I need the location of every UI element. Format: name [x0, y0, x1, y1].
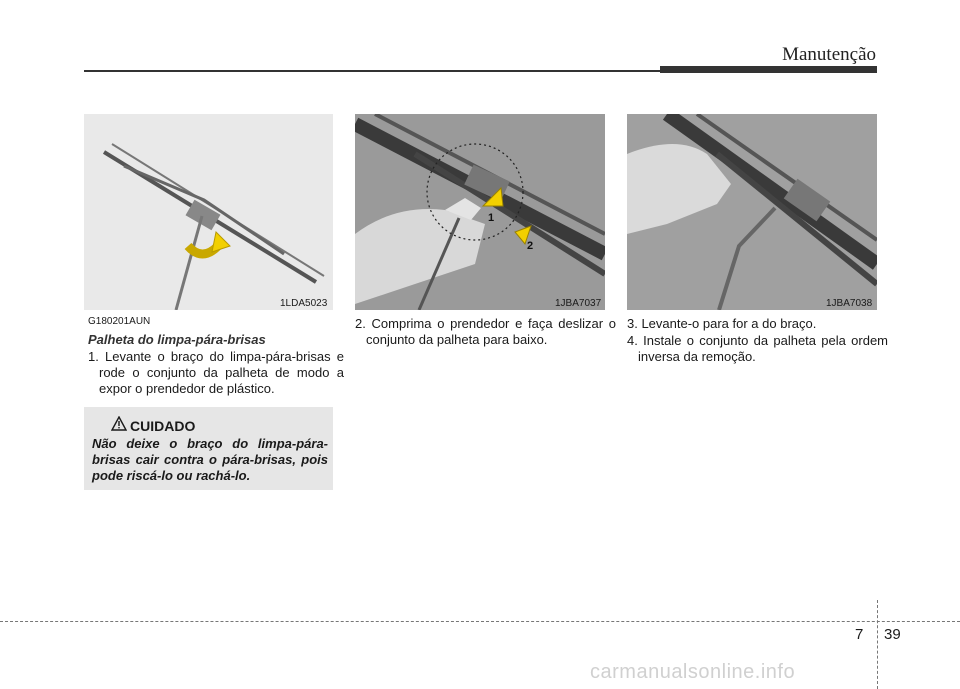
document-code: G180201AUN: [88, 316, 151, 327]
figure-code: 1LDA5023: [280, 298, 328, 309]
figure-lift-out: [627, 114, 877, 310]
step-4: 4. Instale o conjunto da palheta pela ordem inversa da remoção.: [627, 333, 888, 364]
warning-triangle-icon: [111, 416, 127, 436]
step-3: 3. Levante-o para for a do braço.: [627, 316, 817, 331]
step-1: 1. Levante o braço do limpa-pára-brisas e rode o conjunto da palheta de modo a expor o prendedor de plástico.: [88, 349, 344, 396]
callout-1: 1: [488, 212, 495, 224]
callout-2: 2: [527, 240, 534, 252]
subheading: Palheta do limpa-pára-brisas: [88, 332, 266, 347]
footer-divider: [877, 600, 878, 689]
caution-title: CUIDADO: [130, 418, 196, 434]
header-rule: [84, 70, 660, 72]
chapter-number: 7: [855, 626, 864, 643]
header-rule-thick: [660, 66, 877, 73]
caution-text: Não deixe o braço do limpa-pára-brisas cair contra o pára-brisas, pois pode riscá-lo ou rachá-lo.: [92, 436, 328, 483]
footer-rule: [0, 621, 960, 622]
section-title: Manutenção: [782, 44, 876, 65]
figure-code: 1JBA7038: [826, 298, 873, 309]
page-number: 39: [884, 626, 901, 643]
watermark: carmanualsonline.info: [590, 661, 796, 683]
step-2: 2. Comprima o prendedor e faça deslizar o conjunto da palheta para baixo.: [355, 316, 616, 347]
figure-wiper-rotate: [84, 114, 333, 310]
figure-code: 1JBA7037: [555, 298, 602, 309]
figure-press-clip: [355, 114, 605, 310]
